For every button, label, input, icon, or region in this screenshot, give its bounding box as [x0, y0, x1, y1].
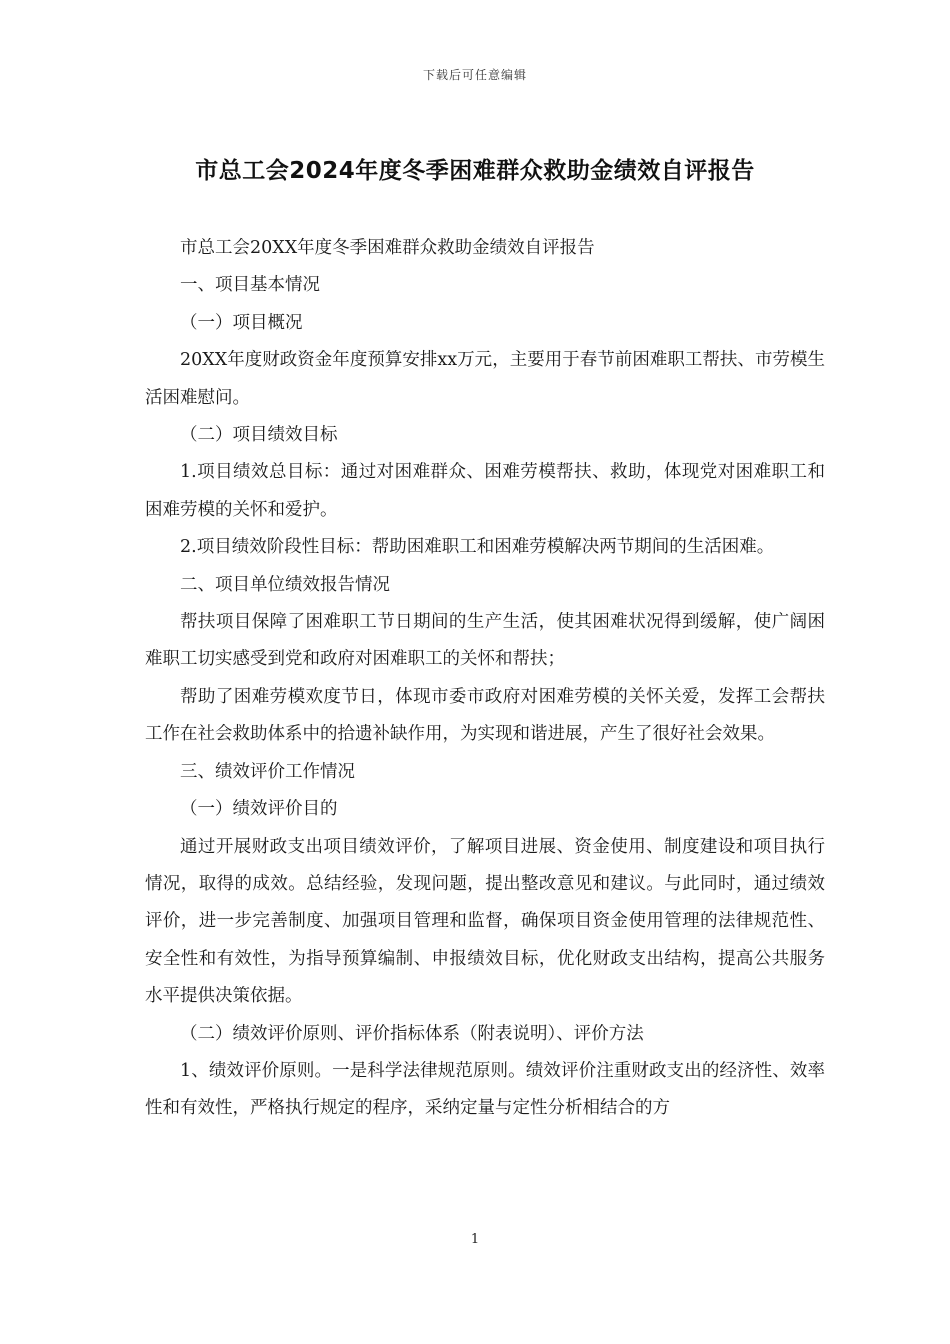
paragraph-report-name: 市总工会20XX年度冬季困难群众救助金绩效自评报告 [180, 238, 595, 258]
subsection-heading-evaluation-principles: （二）绩效评价原则、评价指标体系（附表说明）、评价方法 [180, 1023, 644, 1044]
paragraph-evaluation-purpose: 通过开展财政支出项目绩效评价，了解项目进展、资金使用、制度建设和项目执行情况，取得的成效。总结经验，发现问题，提出整改意见和建议。与此同时，通过绩效评价，进一步完善制度、加强项目管理和监督，确保项目资金使用管理的法律规范性、安全性和有效性，为指导预算编制、申报绩效目标，优化财政支出结构，提高公共服务水平提供决策依据。 [145, 836, 825, 1007]
section-heading-project-basics: 一、项目基本情况 [180, 275, 320, 296]
paragraph-model-worker-care: 帮助了困难劳模欢度节日，体现市委市政府对困难劳模的关怀关爱，发挥工会帮扶工作在社会救助体系中的拾遗补缺作用，为实现和谐进展，产生了很好社会效果。 [145, 686, 825, 745]
subsection-heading-project-overview: （一）项目概况 [180, 312, 303, 333]
section-heading-unit-report: 二、项目单位绩效报告情况 [180, 574, 390, 595]
page-number: 1 [470, 1232, 480, 1247]
subsection-heading-evaluation-purpose: （一）绩效评价目的 [180, 799, 338, 820]
document-body [145, 230, 825, 1128]
paragraph-evaluation-principles: 1、绩效评价原则。一是科学法律规范原则。绩效评价注重财政支出的经济性、效率性和有效性，严格执行规定的程序，采纳定量与定性分析相结合的方 [145, 1060, 825, 1119]
paragraph-stage-goal: 2.项目绩效阶段性目标：帮助困难职工和困难劳模解决两节期间的生活困难。 [180, 537, 775, 558]
paragraph-overall-goal: 1.项目绩效总目标：通过对困难群众、困难劳模帮扶、救助，体现党对困难职工和困难劳模的关怀和爱护。 [145, 462, 825, 520]
subsection-heading-performance-goals: （二）项目绩效目标 [180, 425, 338, 446]
document-title: 市总工会2024年度冬季困难群众救助金绩效自评报告 [195, 158, 755, 184]
header-note: 下载后可任意编辑 [422, 68, 527, 82]
paragraph-assistance-results: 帮扶项目保障了困难职工节日期间的生产生活，使其困难状况得到缓解，使广阔困难职工切实感受到党和政府对困难职工的关怀和帮扶； [145, 612, 825, 670]
paragraph-budget: 20XX年度财政资金年度预算安排xx万元，主要用于春节前困难职工帮扶、市劳模生活困难慰问。 [145, 350, 825, 408]
section-heading-evaluation-work: 三、绩效评价工作情况 [180, 761, 355, 782]
